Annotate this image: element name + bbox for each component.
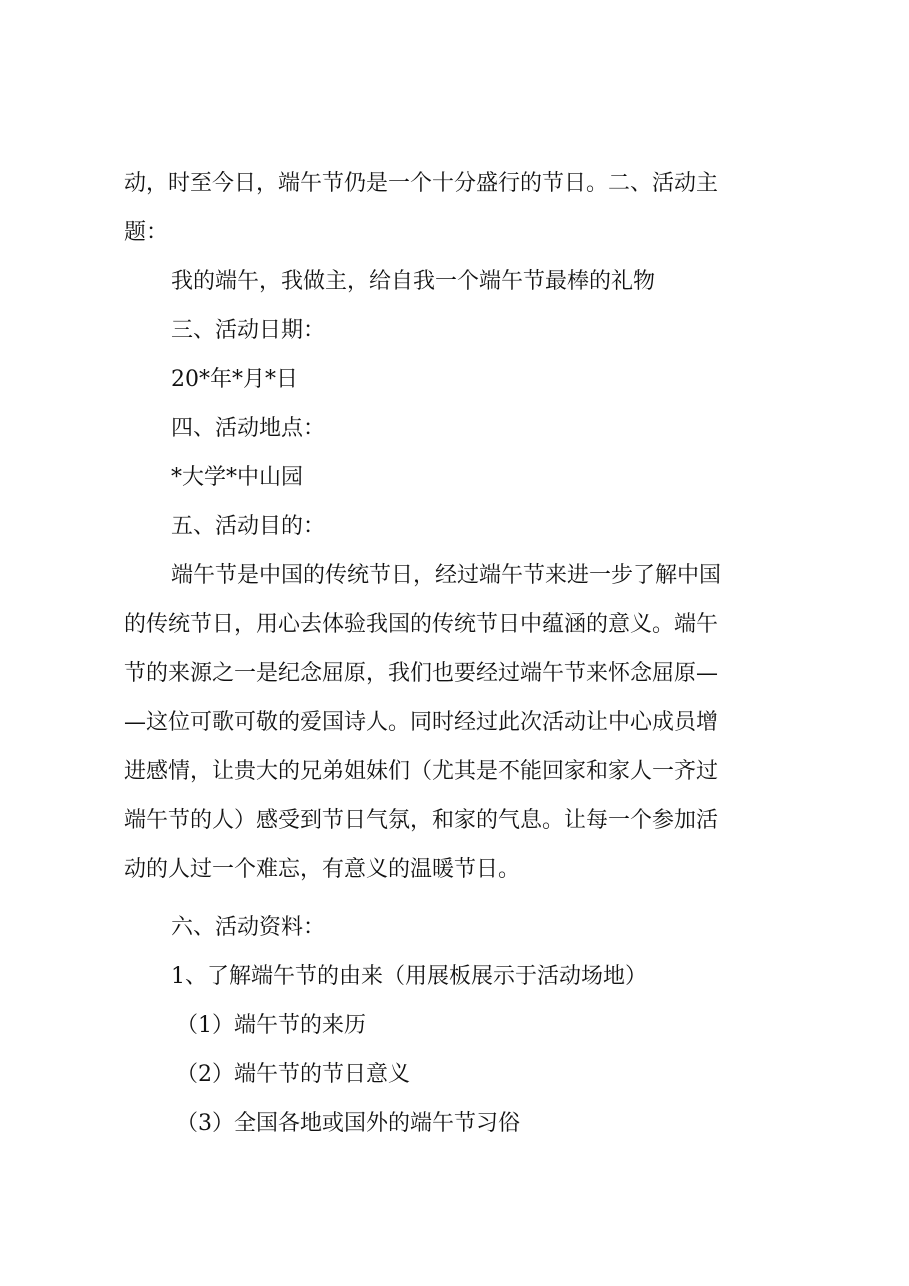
document-body <box>124 159 784 1148</box>
theme-line: 我的端午，我做主，给自我一个端午节最棒的礼物 <box>171 269 656 294</box>
paragraph-line: 动的人过一个难忘，有意义的温暖节日。 <box>124 857 521 882</box>
section-heading: 三、活动日期： <box>171 318 326 343</box>
text-line: 动，时至今日，端午节仍是一个十分盛行的节日。二、活动主 <box>124 171 719 196</box>
date-line: 20*年*月*日 <box>171 367 298 392</box>
paragraph-line: 进感情，让贵大的兄弟姐妹们（尤其是不能回家和家人一齐过 <box>124 759 719 784</box>
list-subitem: （1）端午节的来历 <box>176 1013 366 1038</box>
section-heading: 六、活动资料： <box>171 915 326 940</box>
list-subitem: （2）端午节的节日意义 <box>176 1062 410 1087</box>
list-item: 1、了解端午节的由来（用展板展示于活动场地） <box>171 964 647 989</box>
paragraph-line: 的传统节日，用心去体验我国的传统节日中蕴涵的意义。端午 <box>124 612 719 637</box>
paragraph-line: 端午节是中国的传统节日，经过端午节来进一步了解中国 <box>171 563 722 588</box>
section-heading: 四、活动地点： <box>171 416 326 441</box>
location-line: *大学*中山园 <box>171 465 304 490</box>
list-subitem: （3）全国各地或国外的端午节习俗 <box>176 1111 520 1136</box>
paragraph-line: 端午节的人）感受到节日气氛，和家的气息。让每一个参加活 <box>124 808 719 833</box>
section-heading: 五、活动目的： <box>171 514 326 539</box>
paragraph-line: —这位可歌可敬的爱国诗人。同时经过此次活动让中心成员增 <box>124 710 719 735</box>
text-line: 题： <box>124 220 169 245</box>
paragraph-line: 节的来源之一是纪念屈原，我们也要经过端午节来怀念屈原— <box>124 661 719 686</box>
